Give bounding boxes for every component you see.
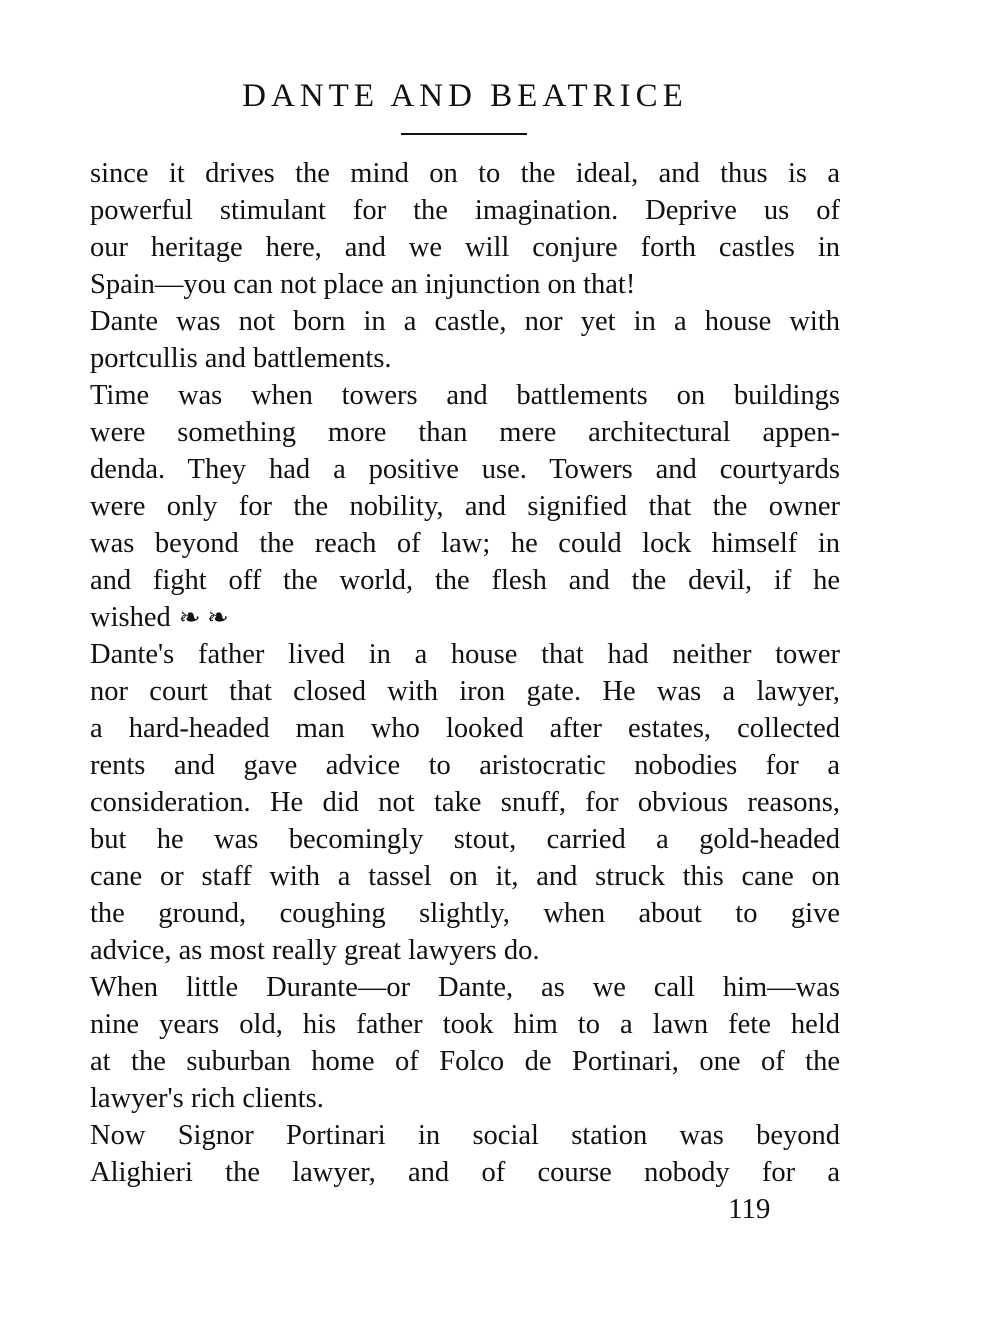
text-line: Alighieri the lawyer, and of course nobody for a <box>90 1157 840 1188</box>
text-line: were something more than mere architectural appen- <box>90 417 840 448</box>
text-line: lawyer's rich clients. <box>90 1083 324 1114</box>
text-line: Now Signor Portinari in social station was beyond <box>90 1120 840 1151</box>
text-line: but he was becomingly stout, carried a gold-headed <box>90 824 840 855</box>
paragraph <box>90 303 840 377</box>
text-line: denda. They had a positive use. Towers and courtyards <box>90 454 840 485</box>
paragraph <box>90 1117 840 1191</box>
leaf-ornament-icon: ❧ ❧ <box>178 603 229 632</box>
text-line: and fight off the world, the flesh and the devil, if he <box>90 565 840 596</box>
text-line: rents and gave advice to aristocratic nobodies for a <box>90 750 840 781</box>
text-line: nine years old, his father took him to a lawn fete held <box>90 1009 840 1040</box>
text-line: Dante was not born in a castle, nor yet in a house with <box>90 306 840 337</box>
text-line: Dante's father lived in a house that had neither tower <box>90 639 840 670</box>
text-line: cane or staff with a tassel on it, and struck this cane on <box>90 861 840 892</box>
text-line: advice, as most really great lawyers do. <box>90 935 540 966</box>
text-line: powerful stimulant for the imagination. Deprive us of <box>90 195 840 226</box>
paragraph <box>90 377 840 636</box>
page-number: 119 <box>728 1193 771 1225</box>
text-line: nor court that closed with iron gate. He was a lawyer, <box>90 676 840 707</box>
text-line: wished ❧ ❧ <box>90 602 229 633</box>
text-line: a hard-headed man who looked after estates, collected <box>90 713 840 744</box>
text-line: since it drives the mind on to the ideal, and thus is a <box>90 158 840 189</box>
text-line: were only for the nobility, and signified that the owner <box>90 491 840 522</box>
text-line: Time was when towers and battlements on buildings <box>90 380 840 411</box>
paragraph <box>90 636 840 969</box>
text-line: When little Durante—or Dante, as we call him—was <box>90 972 840 1003</box>
text-line: Spain—you can not place an injunction on that! <box>90 269 636 300</box>
paragraph <box>90 155 840 303</box>
body-text <box>90 155 840 1191</box>
text-line: our heritage here, and we will conjure forth castles in <box>90 232 840 263</box>
text-line: was beyond the reach of law; he could lock himself in <box>90 528 840 559</box>
text-line: consideration. He did not take snuff, for obvious reasons, <box>90 787 840 818</box>
paragraph <box>90 969 840 1117</box>
text-line: the ground, coughing slightly, when about to give <box>90 898 840 929</box>
running-head: DANTE AND BEATRICE <box>242 78 688 114</box>
header-rule <box>401 133 527 135</box>
text-line: portcullis and battlements. <box>90 343 392 374</box>
text-line: at the suburban home of Folco de Portinari, one of the <box>90 1046 840 1077</box>
